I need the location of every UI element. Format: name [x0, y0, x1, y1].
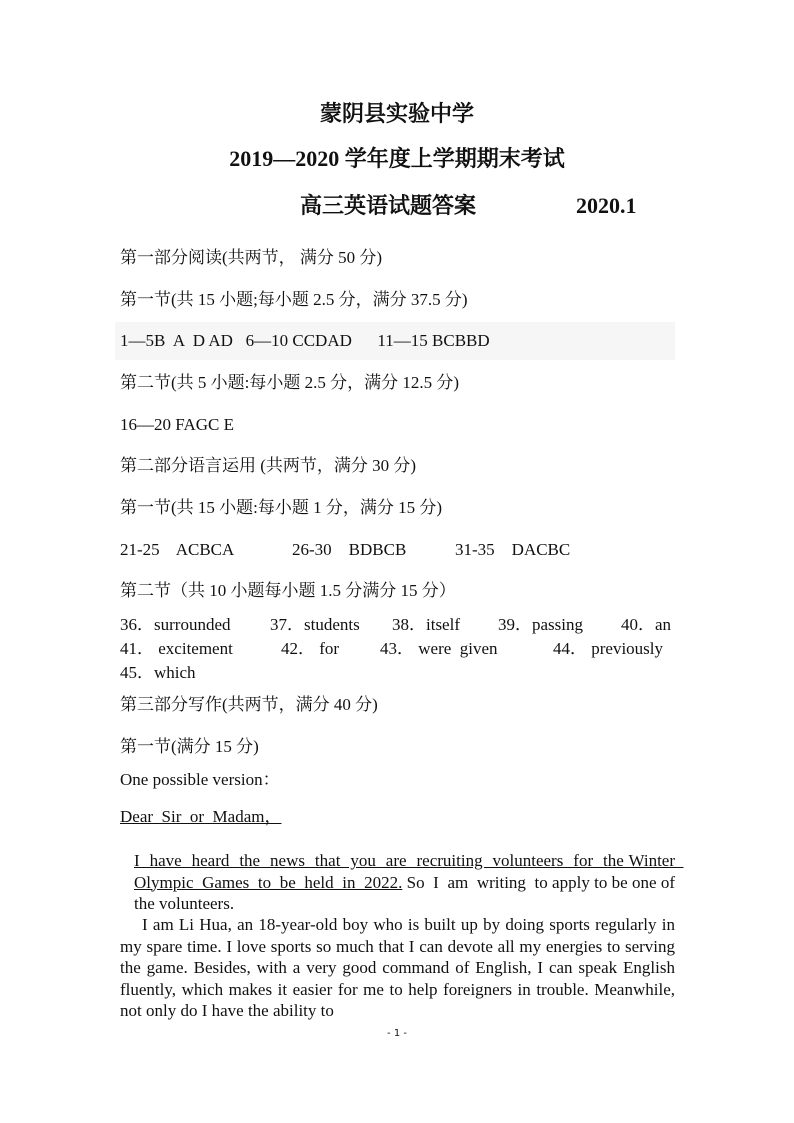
exam-title: 2019—2020 学年度上学期期末考试 [229, 146, 565, 171]
answer-item: 38．itself [392, 615, 460, 634]
part1-section2-answers: 16—20 FAGC E [120, 415, 234, 434]
version-label: One possible version： [120, 770, 280, 789]
answer-item: 37．students [270, 615, 360, 634]
exam-date: 2020.1 [576, 193, 637, 218]
answer-item: 40．an [621, 615, 672, 634]
answer-item: 41． excitement [120, 639, 233, 658]
answer-item: 43． were given [380, 639, 498, 658]
part1-section1-title: 第一节(共 15 小题;每小题 2.5 分，满分 37.5 分) [120, 290, 468, 309]
part3-title: 第三部分写作(共两节，满分 40 分) [120, 695, 378, 714]
part3-section1-title: 第一节(满分 15 分) [120, 737, 259, 756]
part2-section1-title: 第一节(共 15 小题:每小题 1 分，满分 15 分) [120, 498, 443, 517]
answer-item: 42． for [281, 639, 340, 658]
part1-title: 第一部分阅读(共两节， 满分 50 分) [120, 248, 383, 267]
underlined-sentence: I have heard the news that you are recruiting volunteers for the Winter Olympic Games to be held in 2022. [134, 851, 684, 892]
answer-item: 36．surrounded [120, 615, 231, 634]
answer-item: 45．which [120, 663, 196, 682]
part1-section2-title: 第二节(共 5 小题:每小题 2.5 分，满分 12.5 分) [120, 373, 460, 392]
part2-section2-title: 第二节（共 10 小题每小题 1.5 分满分 15 分） [120, 581, 456, 600]
subject-title: 高三英语试题答案 [300, 193, 477, 218]
letter-paragraph-1 [120, 850, 684, 915]
page-number: - 1 - [387, 1028, 407, 1039]
answer-group: 26-30 BDBCB [292, 540, 407, 559]
paragraph-text: So I am writing to apply to be one of the volunteers. [134, 872, 680, 913]
part1-section1-answers: 1—5B A D AD 6—10 CCDAD 11—15 BCBBD [120, 331, 490, 350]
part2-title: 第二部分语言运用 (共两节，满分 30 分) [120, 456, 417, 475]
letter-paragraph-2: I am Li Hua, an 18-year-old boy who is built up by doing sports regularly in my spare time. I love sports so much that I can devote all my energies to serving the game. Besides, with a very good command of English, I can speak English fluently, which makes it easier for me to help foreigners in trouble. Meanwhile, not only do I have the ability to [120, 915, 675, 1020]
answer-item: 44． previously [553, 639, 664, 658]
school-name: 蒙阴县实验中学 [319, 101, 474, 126]
answer-item: 39．passing [498, 615, 583, 634]
answer-group: 21-25 ACBCA [120, 540, 235, 559]
answer-group: 31-35 DACBC [455, 540, 571, 559]
letter-salutation: Dear Sir or Madam， [120, 807, 282, 826]
